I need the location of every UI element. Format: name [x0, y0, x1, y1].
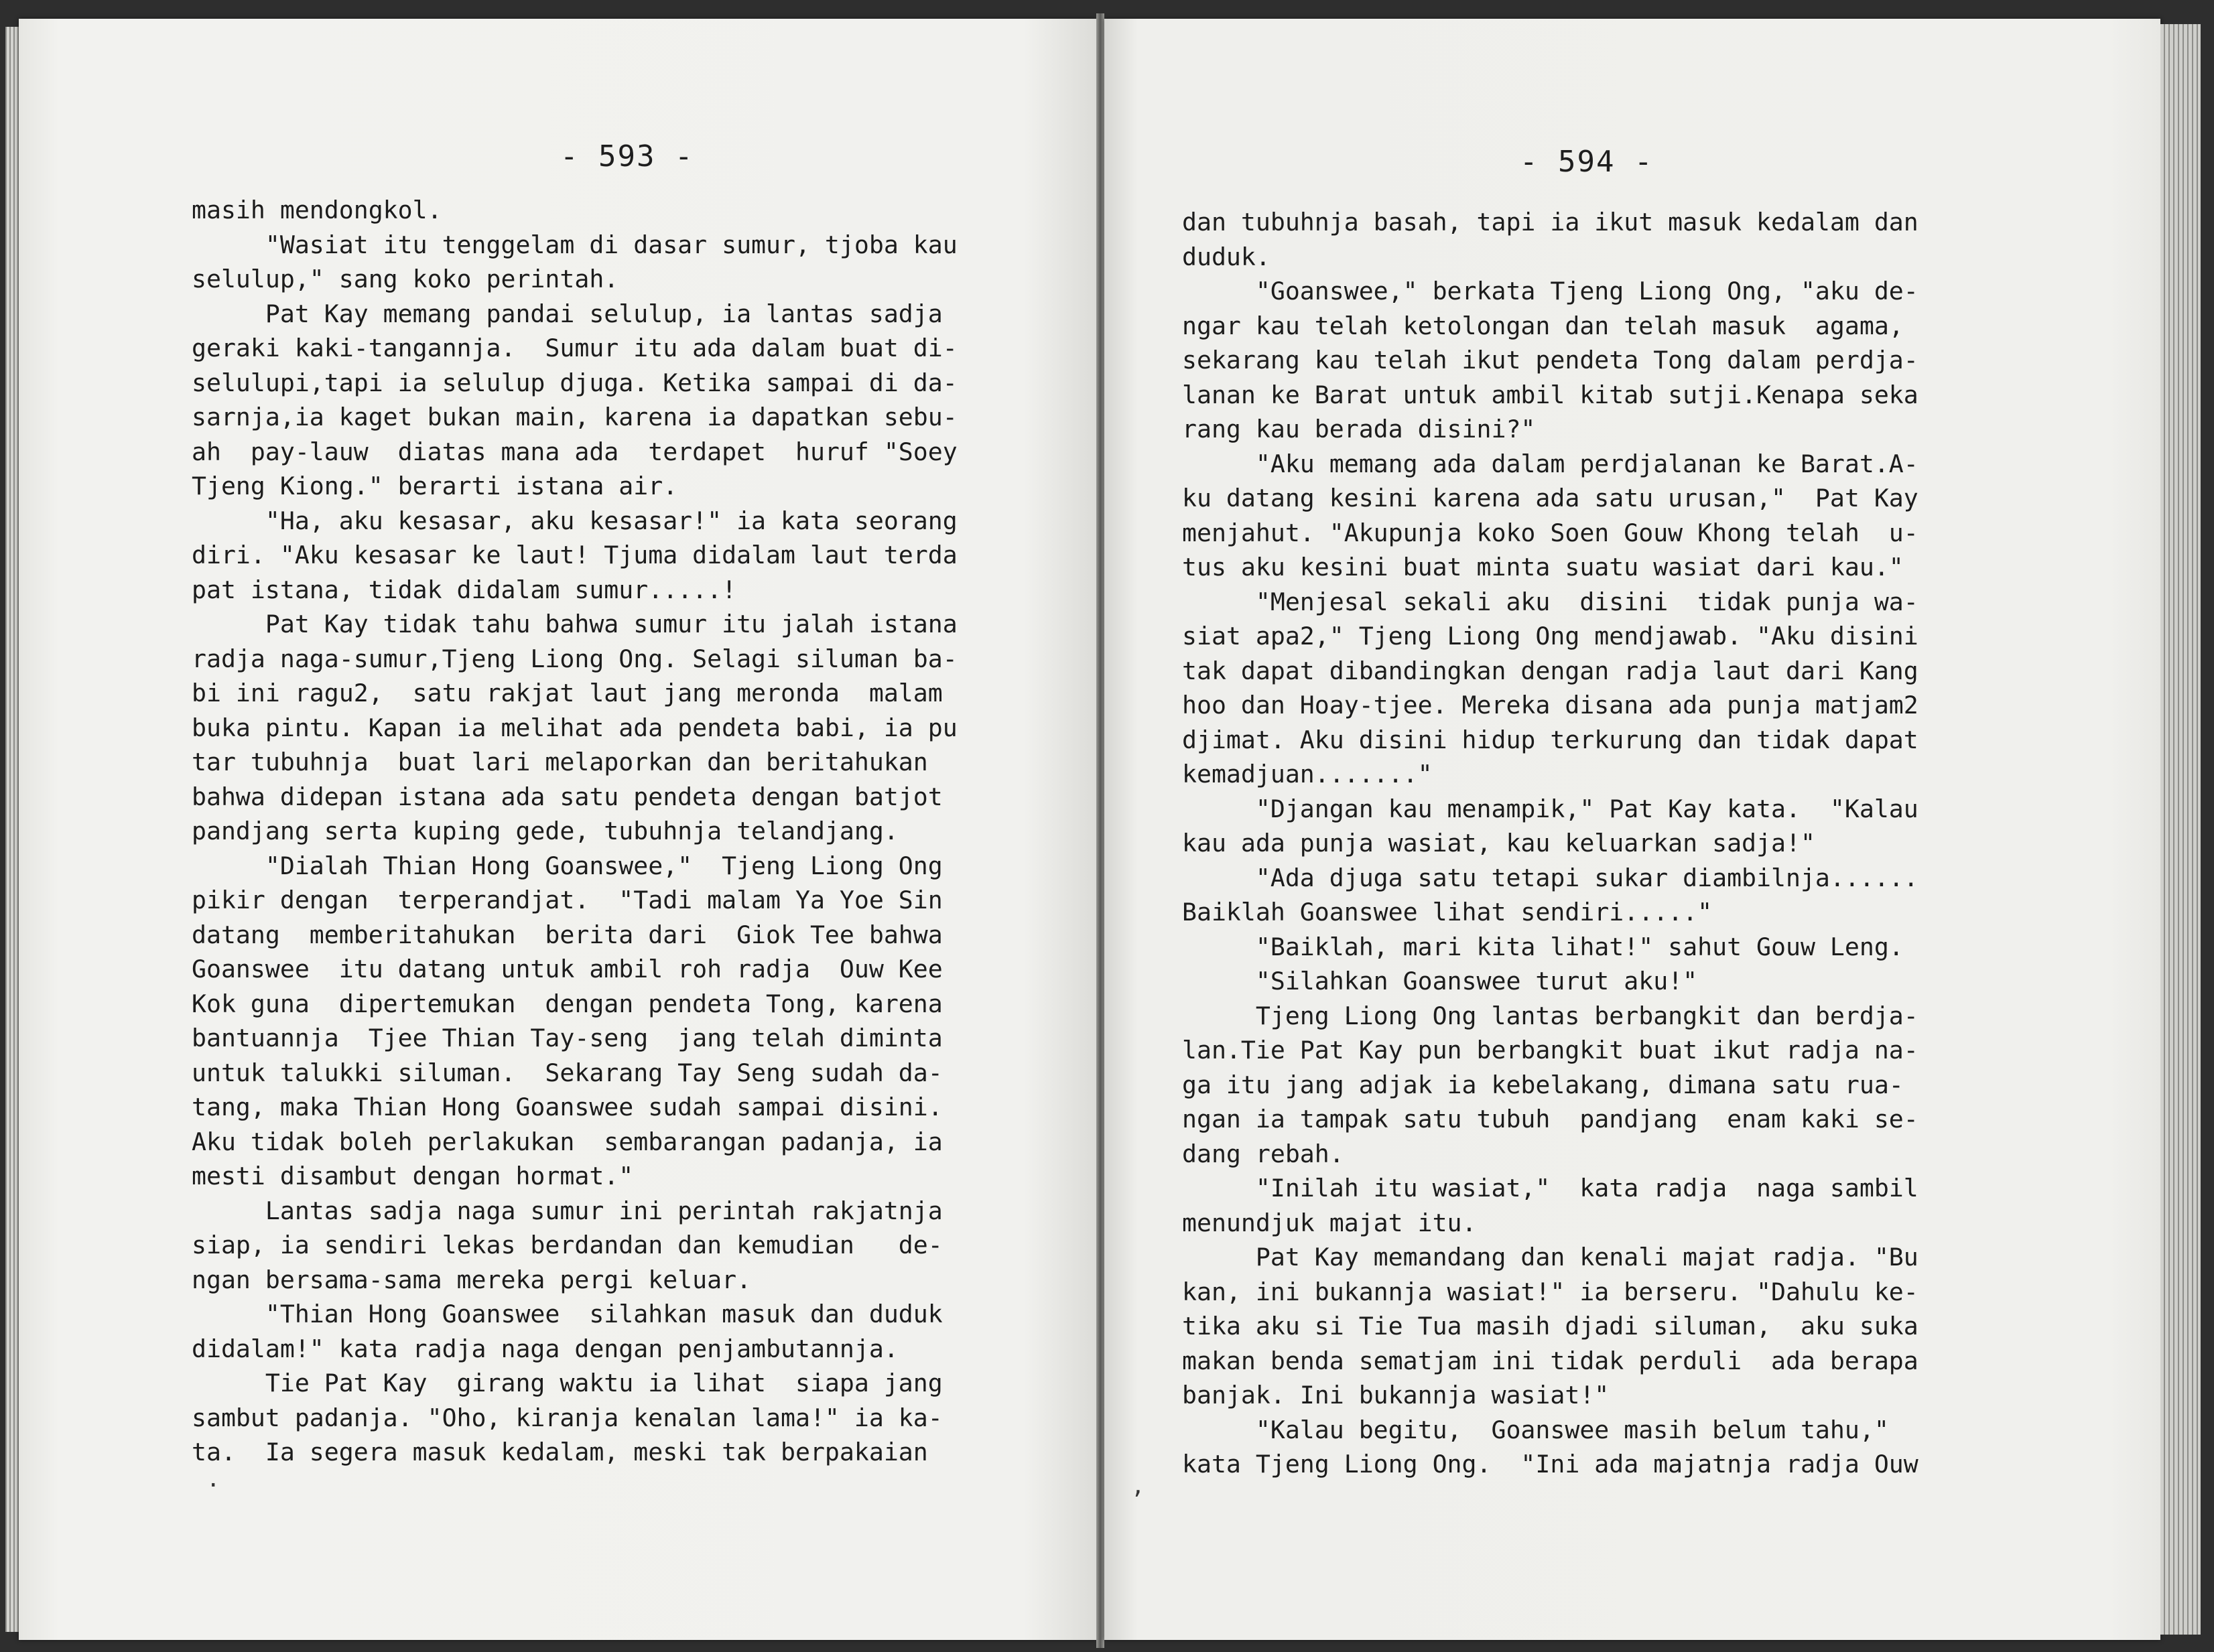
- stray-mark: .: [206, 1466, 220, 1493]
- text-line: ku datang kesini karena ada satu urusan," Pat Kay: [1182, 484, 1918, 512]
- text-line: lan.Tie Pat Kay pun berbangkit buat ikut radja na-: [1182, 1036, 1918, 1064]
- text-line: untuk talukki siluman. Sekarang Tay Seng sudah da-: [192, 1058, 943, 1087]
- text-line: djimat. Aku disini hidup terkurung dan tidak dapat: [1182, 725, 1918, 754]
- text-line: "Menjesal sekali aku disini tidak punja wa-: [1182, 587, 1918, 616]
- text-line: ah pay-lauw diatas mana ada terdapet huruf "Soey: [192, 437, 958, 466]
- text-line: Lantas sadja naga sumur ini perintah rakjatnja: [192, 1196, 943, 1225]
- text-line: "Djangan kau menampik," Pat Kay kata. "Kalau: [1182, 794, 1918, 823]
- text-line: dang rebah.: [1182, 1139, 1344, 1168]
- text-line: Tjeng Kiong." berarti istana air.: [192, 472, 678, 500]
- text-line: "Ha, aku kesasar, aku kesasar!" ia kata seorang: [192, 506, 958, 535]
- text-line: ngar kau telah ketolongan dan telah masuk agama,: [1182, 311, 1904, 340]
- text-line: Aku tidak boleh perlakukan sembarangan padanja, ia: [192, 1127, 943, 1156]
- text-line: Tjeng Liong Ong lantas berbangkit dan berdja-: [1182, 1001, 1918, 1030]
- left-page-number: - 593 -: [560, 139, 694, 174]
- text-line: "Baiklah, mari kita lihat!" sahut Gouw Leng.: [1182, 932, 1904, 961]
- text-line: tar tubuhnja buat lari melaporkan dan beritahukan: [192, 748, 928, 776]
- text-line: lanan ke Barat untuk ambil kitab sutji.Kenapa seka: [1182, 380, 1918, 409]
- text-line: "Wasiat itu tenggelam di dasar sumur, tjoba kau: [192, 230, 958, 259]
- text-line: siap, ia sendiri lekas berdandan dan kemudian de-: [192, 1231, 943, 1259]
- text-line: kemadjuan.......": [1182, 760, 1433, 788]
- text-line: menjahut. "Akupunja koko Soen Gouw Khong telah u-: [1182, 518, 1918, 547]
- left-page: [19, 19, 1096, 1640]
- text-line: "Ada djuga satu tetapi sukar diambilnja......: [1182, 863, 1918, 892]
- book-gutter: [1096, 13, 1104, 1648]
- text-line: siat apa2," Tjeng Liong Ong mendjawab. "Aku disini: [1182, 622, 1918, 650]
- text-line: Goanswee itu datang untuk ambil roh radja Ouw Kee: [192, 955, 943, 983]
- text-line: diri. "Aku kesasar ke laut! Tjuma didalam laut terda: [192, 541, 958, 569]
- left-page-text: [192, 193, 958, 1470]
- text-line: kan, ini bukannja wasiat!" ia berseru. "Dahulu ke-: [1182, 1277, 1918, 1306]
- text-line: bahwa didepan istana ada satu pendeta dengan batjot: [192, 782, 943, 811]
- right-page-number: - 594 -: [1520, 145, 1654, 179]
- text-line: Pat Kay memang pandai selulup, ia lantas sadja: [192, 299, 943, 328]
- text-line: Baiklah Goanswee lihat sendiri.....": [1182, 898, 1713, 926]
- text-line: "Thian Hong Goanswee silahkan masuk dan duduk: [192, 1300, 943, 1328]
- text-line: tika aku si Tie Tua masih djadi siluman, aku suka: [1182, 1312, 1918, 1340]
- text-line: didalam!" kata radja naga dengan penjambutannja.: [192, 1334, 899, 1363]
- right-page-text: [1182, 205, 1918, 1482]
- right-page: [1104, 19, 2160, 1640]
- text-line: ga itu jang adjak ia kebelakang, dimana satu rua-: [1182, 1070, 1904, 1099]
- text-line: sarnja,ia kaget bukan main, karena ia dapatkan sebu-: [192, 403, 958, 431]
- text-line: menundjuk majat itu.: [1182, 1208, 1477, 1237]
- text-line: ta. Ia segera masuk kedalam, meski tak berpakaian: [192, 1438, 928, 1466]
- text-line: kata Tjeng Liong Ong. "Ini ada majatnja radja Ouw: [1182, 1450, 1918, 1478]
- text-line: bantuannja Tjee Thian Tay-seng jang telah diminta: [192, 1024, 943, 1052]
- text-line: rang kau berada disini?": [1182, 415, 1536, 443]
- text-line: "Kalau begitu, Goanswee masih belum tahu,": [1182, 1415, 1889, 1444]
- left-page-edges: [5, 27, 19, 1632]
- text-line: hoo dan Hoay-tjee. Mereka disana ada punja matjam2: [1182, 691, 1918, 719]
- text-line: mesti disambut dengan hormat.": [192, 1162, 634, 1190]
- text-line: datang memberitahukan berita dari Giok Tee bahwa: [192, 920, 943, 949]
- text-line: selulup," sang koko perintah.: [192, 265, 619, 293]
- text-line: buka pintu. Kapan ia melihat ada pendeta babi, ia pu: [192, 713, 958, 742]
- text-line: sambut padanja. "Oho, kiranja kenalan lama!" ia ka-: [192, 1403, 943, 1432]
- text-line: tak dapat dibandingkan dengan radja laut dari Kang: [1182, 656, 1918, 685]
- text-line: selulupi,tapi ia selulup djuga. Ketika sampai di da-: [192, 368, 958, 397]
- text-line: ngan bersama-sama mereka pergi keluar.: [192, 1265, 752, 1294]
- text-line: "Silahkan Goanswee turut aku!": [1182, 967, 1698, 995]
- text-line: "Aku memang ada dalam perdjalanan ke Barat.A-: [1182, 449, 1918, 478]
- text-line: Pat Kay tidak tahu bahwa sumur itu jalah istana: [192, 610, 958, 638]
- text-line: sekarang kau telah ikut pendeta Tong dalam perdja-: [1182, 346, 1918, 374]
- right-page-edges: [2160, 24, 2201, 1635]
- text-line: tus aku kesini buat minta suatu wasiat dari kau.": [1182, 553, 1904, 581]
- text-line: tang, maka Thian Hong Goanswee sudah sampai disini.: [192, 1093, 943, 1121]
- text-line: dan tubuhnja basah, tapi ia ikut masuk kedalam dan: [1182, 208, 1918, 236]
- text-line: banjak. Ini bukannja wasiat!": [1182, 1381, 1610, 1409]
- text-line: "Goanswee," berkata Tjeng Liong Ong, "aku de-: [1182, 277, 1918, 305]
- text-line: "Dialah Thian Hong Goanswee," Tjeng Liong Ong: [192, 851, 943, 880]
- text-line: makan benda sematjam ini tidak perduli ada berapa: [1182, 1346, 1918, 1375]
- text-line: radja naga-sumur,Tjeng Liong Ong. Selagi siluman ba-: [192, 644, 958, 673]
- text-line: "Inilah itu wasiat," kata radja naga sambil: [1182, 1174, 1918, 1202]
- text-line: ngan ia tampak satu tubuh pandjang enam kaki se-: [1182, 1105, 1918, 1133]
- text-line: Tie Pat Kay girang waktu ia lihat siapa jang: [192, 1369, 943, 1397]
- text-line: bi ini ragu2, satu rakjat laut jang meronda malam: [192, 679, 943, 707]
- text-line: Pat Kay memandang dan kenali majat radja. "Bu: [1182, 1243, 1918, 1271]
- text-line: pikir dengan terperandjat. "Tadi malam Ya Yoe Sin: [192, 886, 943, 914]
- text-line: masih mendongkol.: [192, 196, 442, 224]
- text-line: duduk.: [1182, 242, 1271, 271]
- text-line: geraki kaki-tangannja. Sumur itu ada dalam buat di-: [192, 334, 958, 362]
- text-line: Kok guna dipertemukan dengan pendeta Tong, karena: [192, 989, 943, 1018]
- text-line: kau ada punja wasiat, kau keluarkan sadja!": [1182, 829, 1815, 857]
- stray-mark: ,: [1131, 1472, 1145, 1499]
- text-line: pat istana, tidak didalam sumur.....!: [192, 575, 737, 604]
- text-line: pandjang serta kuping gede, tubuhnja telandjang.: [192, 817, 899, 845]
